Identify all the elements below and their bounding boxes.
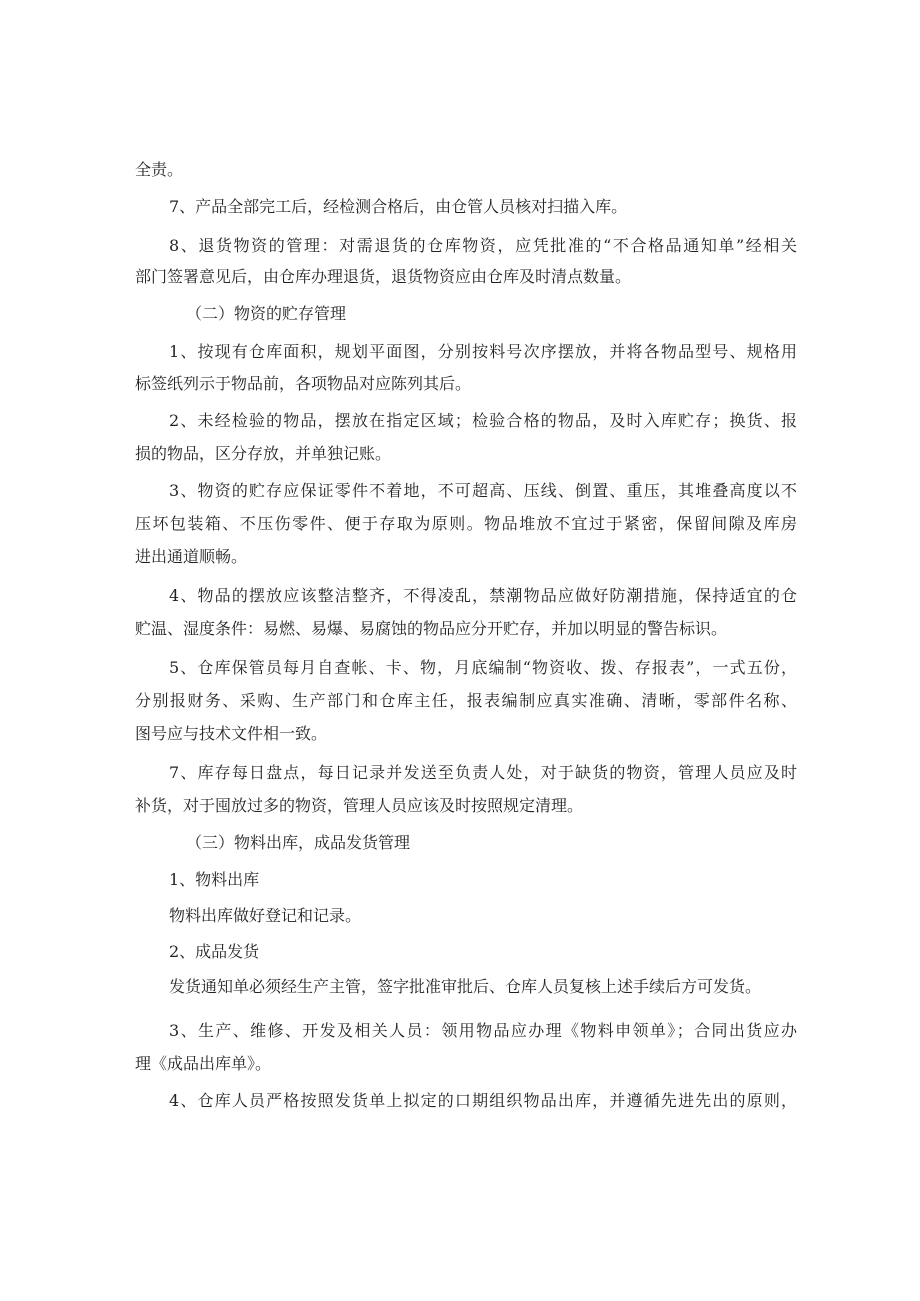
text-line-continuation: 压坏包装箱、不压伤零件、便于存取为原则。物品堆放不宜过于紧密，保留间隙及库房 [135,514,797,533]
subheading-material-outbound: 1、物料出库 [169,870,260,889]
text-line-continuation: 理《成品出库单》。 [135,1054,272,1073]
text-line-continuation: 补货，对于囤放过多的物资，管理人员应该及时按照规定清理。 [135,796,584,815]
text-line-continuation: 进出通道顺畅。 [135,547,248,566]
paragraph-item-7-inbound: 7、产品全部完工后，经检测合格后，由仓管人员核对扫描入库。 [169,197,628,216]
text-line-continuation: 标签纸列示于物品前，各项物品对应陈列其后。 [135,374,472,393]
text-line-continuation: 全责。 [135,160,184,179]
section-heading-outbound: （三）物料出库，成品发货管理 [186,833,411,852]
paragraph-item-7-inventory: 7、库存每日盘点，每日记录并发送至负责人处，对于缺货的物资，管理人员应及时 [169,763,797,782]
text-line-continuation: 部门签署意见后，由仓库办理退货，退货物资应由仓库及时清点数量。 [135,267,632,286]
paragraph-item-4-fifo: 4、仓库人员严格按照发货单上拟定的口期组织物品出库，并遵循先进先出的原则， [169,1091,797,1110]
paragraph-item-2-inspection: 2、未经检验的物品，摆放在指定区域；检验合格的物品，及时入库贮存；换货、报 [169,411,797,430]
text-line-continuation: 分别报财务、采购、生产部门和仓库主任，报表编制应真实准确、清晰，零部件名称、 [135,691,797,710]
paragraph-product-shipping: 发货通知单必须经生产主管，签字批准审批后、仓库人员复核上述手续后方可发货。 [169,977,762,996]
text-line-continuation: 损的物品，区分存放，并单独记账。 [135,444,392,463]
paragraph-item-5-monthly-check: 5、仓库保管员每月自查帐、卡、物，月底编制“物资收、拨、存报表”，一式五份， [169,658,797,677]
paragraph-item-3-stacking: 3、物资的贮存应保证零件不着地，不可超高、压线、倒置、重压，其堆叠高度以不 [169,481,797,500]
section-heading-storage: （二）物资的贮存管理 [186,304,347,323]
text-line-continuation: 图号应与技术文件相一致。 [135,724,328,743]
text-line-continuation: 贮温、湿度条件：易燃、易爆、易腐蚀的物品应分开贮存，并加以明显的警告标识。 [135,619,728,638]
paragraph-item-4-arrangement: 4、物品的摆放应该整洁整齐，不得凌乱，禁潮物品应做好防潮措施，保持适宜的仓 [169,586,797,605]
paragraph-item-1-layout: 1、按现有仓库面积，规划平面图，分别按料号次序摆放，并将各物品型号、规格用 [169,342,797,361]
paragraph-item-3-requisition: 3、生产、维修、开发及相关人员：领用物品应办理《物料申领单》；合同出货应办 [169,1021,797,1040]
paragraph-material-outbound: 物料出库做好登记和记录。 [169,906,362,925]
subheading-product-shipping: 2、成品发货 [169,942,260,961]
paragraph-item-8-returns: 8、退货物资的管理：对需退货的仓库物资，应凭批准的“不合格品通知单”经相关 [169,236,797,255]
